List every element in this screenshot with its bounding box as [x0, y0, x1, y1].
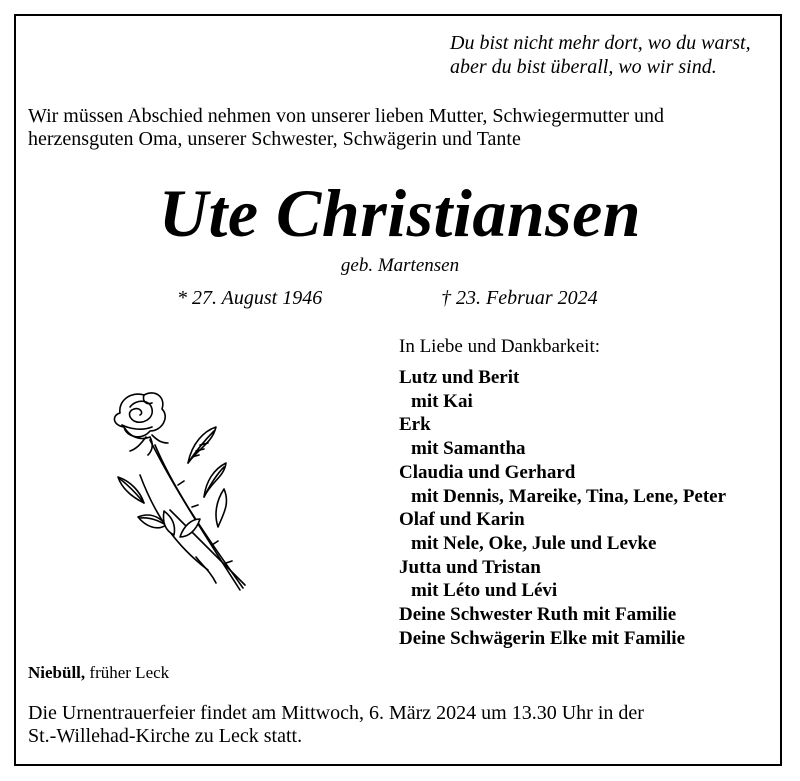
rose-icon — [100, 385, 250, 595]
mourner-children: mit Léto und Lévi — [411, 580, 558, 602]
deceased-name: Ute Christiansen — [158, 175, 642, 251]
memorial-quote — [450, 31, 751, 79]
mourner-name: Lutz und Berit — [399, 367, 520, 388]
birth-date: * 27. August 1946 — [177, 287, 323, 309]
maiden-name: geb. Martensen — [340, 255, 460, 276]
mourner-children: mit Samantha — [411, 438, 526, 460]
quote-line-2: aber du bist überall, wo wir sind. — [450, 56, 717, 78]
town-name: Niebüll, — [28, 663, 86, 682]
funeral-line-2: St.-Willehad-Kirche zu Leck statt. — [28, 725, 303, 747]
funeral-info — [28, 702, 644, 748]
mourner-name: Jutta und Tristan — [399, 556, 541, 578]
place-of-residence — [28, 663, 169, 683]
intro-line-1: Wir müssen Abschied nehmen von unserer lieben Mutter, Schwiegermutter und — [28, 105, 665, 127]
mourner-children: mit Nele, Oke, Jule und Levke — [411, 532, 657, 554]
mourner-children: mit Kai — [411, 390, 473, 412]
mourner-children: mit Dennis, Mareike, Tina, Lene, Peter — [411, 485, 727, 507]
mourner-name: Deine Schwägerin Elke mit Familie — [399, 627, 686, 649]
funeral-line-1: Die Urnentrauerfeier findet am Mittwoch, 6. März 2024 um 13.30 Uhr in der — [28, 702, 644, 724]
mourner-name: Erk — [399, 414, 431, 436]
intro-text — [28, 105, 664, 151]
death-date: † 23. Februar 2024 — [441, 287, 598, 309]
intro-line-2: herzensguten Oma, unserer Schwester, Schwägerin und Tante — [28, 128, 521, 150]
thanks-heading: In Liebe und Dankbarkeit: — [399, 336, 601, 357]
quote-line-1: Du bist nicht mehr dort, wo du warst, — [450, 32, 751, 54]
mourner-name: Deine Schwester Ruth mit Familie — [399, 604, 677, 626]
mourners-list — [399, 366, 726, 650]
mourner-name: Claudia und Gerhard — [399, 461, 576, 483]
mourner-name: Olaf und Karin — [399, 509, 525, 531]
former-town: früher Leck — [89, 663, 170, 682]
